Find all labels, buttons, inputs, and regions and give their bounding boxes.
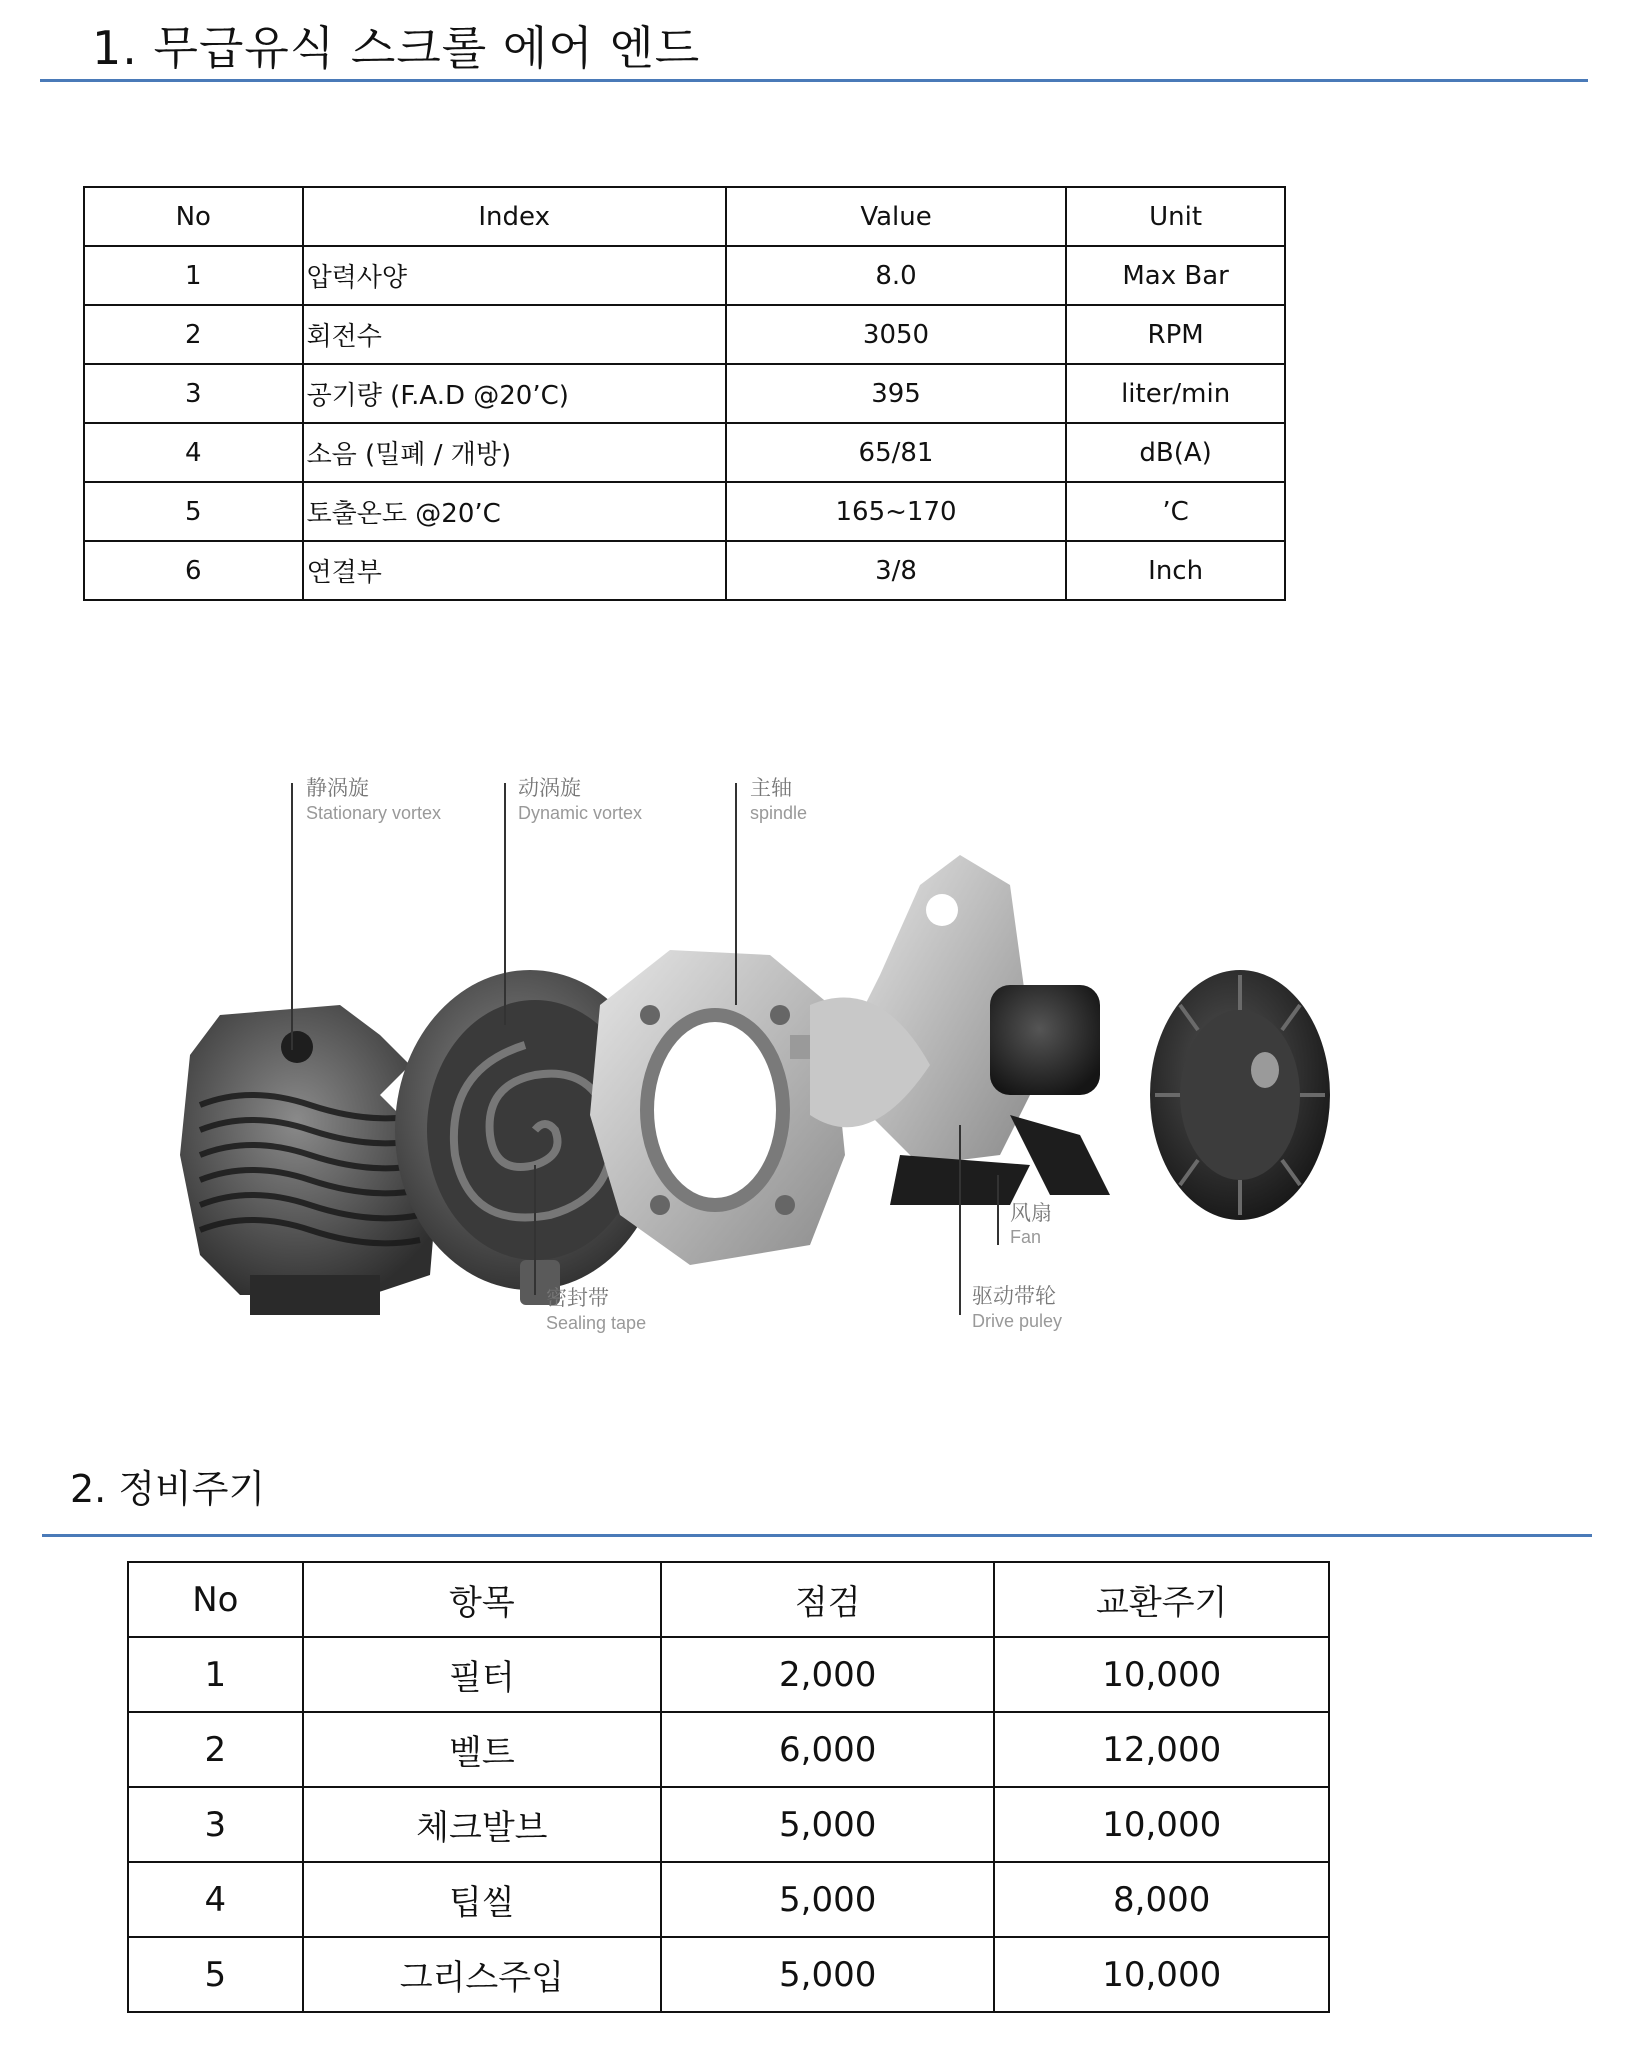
label-spindle-cn: 主轴	[750, 776, 792, 800]
table-row	[128, 1787, 1329, 1862]
maintenance-table	[127, 1561, 1330, 2013]
label-fan-cn: 风扇	[1010, 1201, 1052, 1225]
table-row	[128, 1862, 1329, 1937]
table-header-row	[128, 1562, 1329, 1637]
label-drive-pulley-cn: 驱动带轮	[972, 1284, 1056, 1308]
table-row	[84, 541, 1285, 600]
cell-unit: Max Bar	[1066, 246, 1285, 305]
cell-replace: 10,000	[994, 1787, 1329, 1862]
header-index: Index	[303, 187, 726, 246]
cell-unit: RPM	[1066, 305, 1285, 364]
cell-no: 2	[128, 1712, 303, 1787]
label-spindle-en: spindle	[750, 803, 808, 823]
cell-unit: liter/min	[1066, 364, 1285, 423]
cell-value: 3/8	[726, 541, 1066, 600]
section-2-title: 2. 정비주기	[70, 1467, 266, 1511]
cell-no: 1	[128, 1637, 303, 1712]
scroll-air-end-exploded-diagram	[130, 735, 1440, 1355]
middle-housing-part	[590, 950, 845, 1265]
cell-index: 연결부	[303, 541, 726, 600]
cell-value: 3050	[726, 305, 1066, 364]
cell-index: 소음 (밀폐 / 개방)	[303, 423, 726, 482]
header-value: Value	[726, 187, 1066, 246]
label-dynamic-vortex-cn: 动涡旋	[518, 776, 581, 800]
cell-item: 팁씰	[303, 1862, 661, 1937]
cell-item: 그리스주입	[303, 1937, 661, 2012]
header-unit: Unit	[1066, 187, 1285, 246]
cell-no: 3	[128, 1787, 303, 1862]
cell-inspect: 5,000	[661, 1862, 994, 1937]
cell-item: 체크발브	[303, 1787, 661, 1862]
table-row	[128, 1937, 1329, 2012]
label-dynamic-vortex-en: Dynamic vortex	[518, 803, 643, 823]
header-replace: 교환주기	[994, 1562, 1329, 1637]
cell-no: 5	[84, 482, 303, 541]
cell-index: 토출온도 @20’C	[303, 482, 726, 541]
cell-item: 필터	[303, 1637, 661, 1712]
table-row	[128, 1712, 1329, 1787]
cell-replace: 10,000	[994, 1637, 1329, 1712]
section-1-title: 1. 무급유식 스크롤 에어 엔드	[92, 21, 701, 75]
label-stationary-vortex-en: Stationary vortex	[306, 803, 442, 823]
header-no: No	[84, 187, 303, 246]
cell-replace: 12,000	[994, 1712, 1329, 1787]
cell-no: 5	[128, 1937, 303, 2012]
fan-part	[1150, 970, 1330, 1220]
header-item: 항목	[303, 1562, 661, 1637]
label-fan-en: Fan	[1010, 1227, 1042, 1247]
table-row	[84, 364, 1285, 423]
cell-inspect: 5,000	[661, 1937, 994, 2012]
table-row	[84, 423, 1285, 482]
cell-index: 공기량 (F.A.D @20’C)	[303, 364, 726, 423]
cell-no: 1	[84, 246, 303, 305]
cell-item: 벨트	[303, 1712, 661, 1787]
cell-value: 165~170	[726, 482, 1066, 541]
table-header-row	[84, 187, 1285, 246]
spec-table	[83, 186, 1286, 601]
cell-inspect: 5,000	[661, 1787, 994, 1862]
cell-no: 4	[84, 423, 303, 482]
header-inspect: 점검	[661, 1562, 994, 1637]
section-2-divider	[42, 1534, 1592, 1537]
table-row	[84, 246, 1285, 305]
table-row	[128, 1637, 1329, 1712]
section-1-divider	[40, 79, 1588, 82]
cell-index: 회전수	[303, 305, 726, 364]
cell-value: 65/81	[726, 423, 1066, 482]
cell-inspect: 6,000	[661, 1712, 994, 1787]
cell-unit: dB(A)	[1066, 423, 1285, 482]
cell-no: 2	[84, 305, 303, 364]
cell-replace: 10,000	[994, 1937, 1329, 2012]
label-sealing-tape-en: Sealing tape	[546, 1313, 647, 1333]
cell-no: 3	[84, 364, 303, 423]
table-row	[84, 305, 1285, 364]
table-row	[84, 482, 1285, 541]
label-sealing-tape-cn: 密封带	[546, 1286, 609, 1310]
cell-no: 4	[128, 1862, 303, 1937]
cell-value: 8.0	[726, 246, 1066, 305]
cell-unit: ’C	[1066, 482, 1285, 541]
cell-no: 6	[84, 541, 303, 600]
label-drive-pulley-en: Drive puley	[972, 1311, 1063, 1331]
cell-inspect: 2,000	[661, 1637, 994, 1712]
cell-index: 압력사양	[303, 246, 726, 305]
cell-value: 395	[726, 364, 1066, 423]
cell-replace: 8,000	[994, 1862, 1329, 1937]
cell-unit: Inch	[1066, 541, 1285, 600]
header-no: No	[128, 1562, 303, 1637]
label-stationary-vortex-cn: 静涡旋	[306, 776, 369, 800]
